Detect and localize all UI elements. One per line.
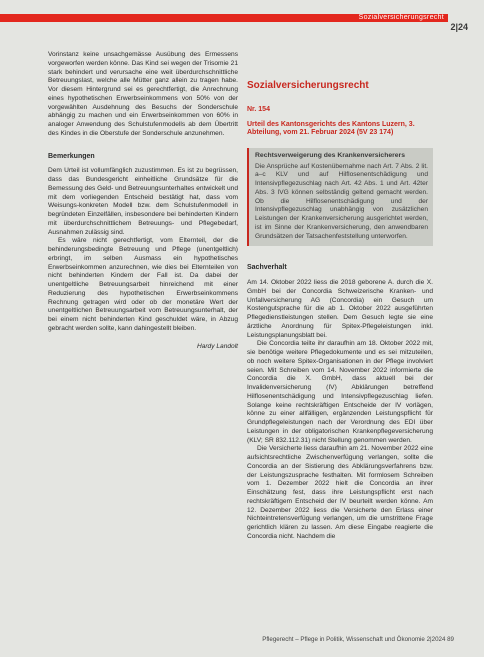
- case-number: Nr. 154: [247, 106, 270, 113]
- facts-paragraph-2: Die Concordia teilte ihr daraufhin am 18. Oktober 2022 mit, sie benötige weitere Pflegedokumente und es sei mitzuteilen, ob noch weitere Spitex-Organisationen in der Pflege involviert seien. Mit Schreiben vom 14. November 2022 informierte die Concordia die X. GmbH, dass aktuell bei der Invalidenversicherung (IV) Abklärungen betreffend Hilflosenentschädigung und Intensivpflegezuschlag liefen. Solange keine rechtskräftigen Entscheide der IV vorlägen, könne zu einer allfälligen, ergänzenden Leistungspflicht für Grundpflegeleistungen nach der Verordnung des EDI über Leistungen in der obligatorischen Krankenpflegeversicherung (KLV; SR 832.112.31) nicht Stellung genommen werden.: [247, 340, 433, 444]
- issue-code: 2|24: [450, 22, 468, 32]
- author-name: Hardy Landolt: [196, 342, 238, 350]
- summary-box: [247, 148, 433, 247]
- right-column: [247, 80, 433, 542]
- section-title: Sozialversicherungsrecht: [247, 80, 369, 91]
- remarks-paragraph-1: Dem Urteil ist vollumfänglich zuzustimmen. Es ist zu begrüssen, dass das Bundesgericht einheitliche Grundsätze für die Bemessung des Geld- und Betreuungsunterhaltes entwickelt und mit dem vorliegenden Entscheid bestätigt hat, dass vom Weisungs-konkreten Modell bzw. dem Schulstufenmodell in begründeten Einzelfällen, insbesondere bei behinderten Kindern mit überdurchschnittlichem Betreuungs- und Pflegebedarf, Ausnahmen zulässig sind.: [48, 167, 238, 236]
- page-footer: Pflegerecht – Pflege in Politik, Wissenschaft und Ökonomie 2|2024 89: [262, 636, 454, 643]
- remarks-heading: Bemerkungen: [48, 152, 95, 160]
- left-column: [48, 51, 238, 351]
- facts-paragraph-1: Am 14. Oktober 2022 liess die 2018 geborene A. durch die X. GmbH bei der Concordia Schweizerische Kranken- und Unfallversicherung AG (Concordia) ein Gesuch um Kostengutsprache für die ab 1. Oktober 2022 ausgeführten Pflegedienstleistungen stellen. Dem Gesuch legte sie eine ärztliche Anordnung für Spitex-Pflegeleistungen inkl. Leistungsplanungsblatt bei.: [247, 279, 433, 339]
- summary-box-text: Die Ansprüche auf Kostenübernahme nach Art. 7 Abs. 2 lit. a–c KLV und auf Hilflosenentschädigung und Intensivpflegezuschlag nach Art. 42 Abs. 1 und Art. 42ter Abs. 3 IVG können selbständig geltend gemacht werden. Ob die Hilflosenentschädigung und der Intensivpflegezuschlag unabhängig von zusätzlichen Leistungen der Krankenversicherung ausgerichtet werden, ist im Sinne der Krankenversicherung, den anwendbaren Grundsätzen der Tatsachenfeststellung unterworfen.: [255, 162, 428, 240]
- ruling-reference: Urteil des Kantonsgerichts des Kantons Luzern, 3. Abteilung, vom 21. Februar 2024 (5V 23 174): [247, 120, 415, 137]
- facts-paragraph-3: Die Versicherte liess daraufhin am 21. November 2022 eine aufsichtsrechtliche Zwischenverfügung verlangen, sollte die Concordia an der Sistierung des Abklärungsverfahrens bzw. der Leistungszusprache festhalten. Mit formlosem Schreiben vom 1. Dezember 2022 hielt die Concordia an ihrer Einschätzung fest, dass ihre Leistungspflicht erst nach rechtskräftigem Entscheid der IV beurteilt werden könne. Am 12. Dezember 2022 liess die Versicherte den Erlass einer Nichteintretensverfügung verlangen, um die umstrittene Frage gerichtlich klären zu lassen. Am diese Eingabe reagierte die Concordia nicht. Nachdem die: [247, 445, 433, 540]
- intro-paragraph: Vorinstanz keine unsachgemässe Ausübung des Ermessens vorgeworfen werden könne. Das Kind sei wegen der Trisomie 21 stark behindert und verursache eine weit überdurchschnittliche Betreuungslast, welche alle Mütter ganz allein zu tragen habe. Vor diesem Hintergrund sei es gerechtfertigt, die Anrechnung eines hypothetischen Erwerbseinkommens von 50% von der vorgewählten Ausdehnung des Besuchs der Sonderschule abhängig zu machen und ein Erwerbseinkommen von 60% in analoger Anwendung des Schulstufenmodells ab dem Übertritt des Kindes in die Oberstufe der Sonderschule anzunehmen.: [48, 51, 238, 137]
- remarks-paragraph-2: Es wäre nicht gerechtfertigt, vom Elternteil, der die behinderungsbedingte Betreuung und Pflege (unentgeltlich) erbringt, im selben Ausmass ein hypothetisches Erwerbseinkommen anzurechnen, wie dies bei Elternteilen von nicht behinderten Kindern der Fall ist. Da dabei der unentgeltliche Betreuungsarbeit hinreichend mit einer Reduzierung des hypothetischen Erwerbseinkommens Rechnung getragen wird oder ob der monetäre Wert der unentgeltlichen Betreuungsarbeit vom Betreuungsunterhalt, der bei einem nicht behinderten Kind geschuldet wäre, in Abzug gebracht werden sollte, kann dahingestellt bleiben.: [48, 237, 238, 332]
- summary-box-title: Rechtsverweigerung des Krankenversicherers: [255, 151, 405, 159]
- facts-heading: Sachverhalt: [247, 264, 287, 272]
- section-tag: Sozialversicherungsrecht: [358, 14, 444, 21]
